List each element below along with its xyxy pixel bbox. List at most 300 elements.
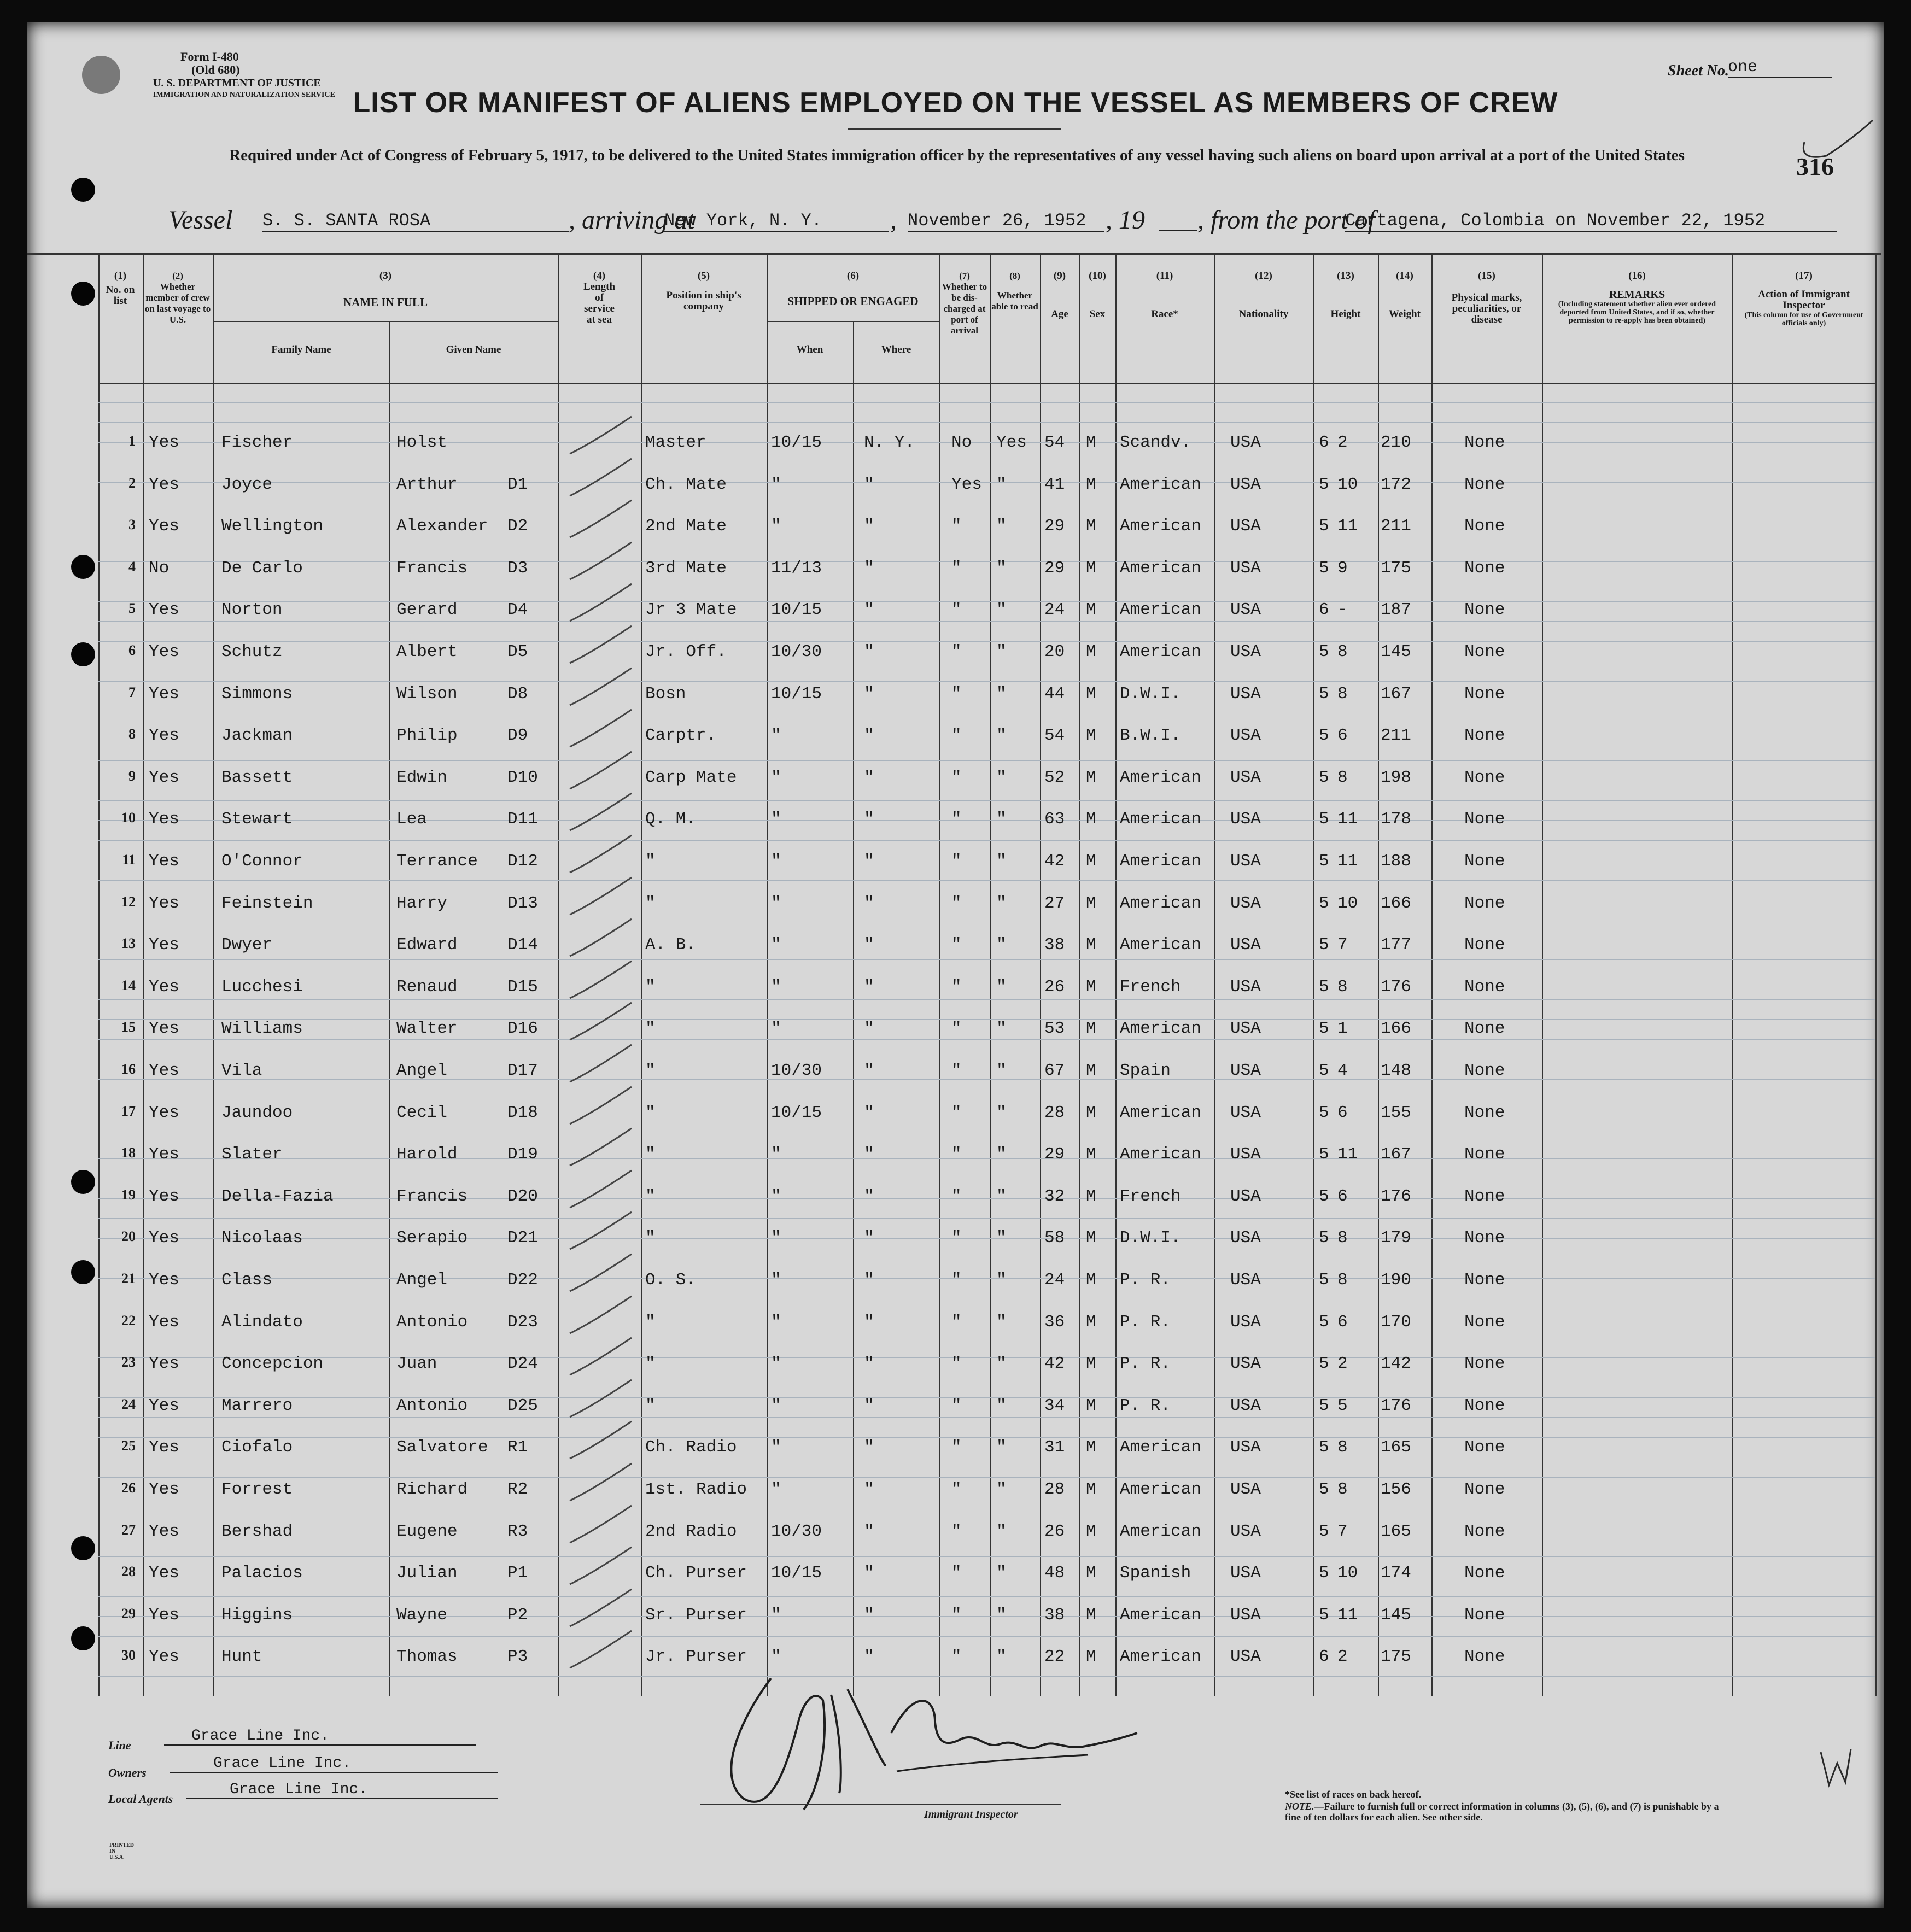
arriving-label: , arriving at: [569, 206, 695, 235]
weight: 148: [1381, 1061, 1411, 1080]
given-name: Edward: [396, 935, 458, 955]
weight: 211: [1381, 517, 1411, 536]
age: 38: [1044, 1606, 1065, 1625]
given-name: Wayne: [396, 1606, 448, 1625]
last-voyage: Yes: [149, 1480, 179, 1499]
height-inches: 11: [1337, 852, 1358, 871]
sex: M: [1086, 684, 1096, 704]
crew-code: R1: [507, 1438, 528, 1457]
weight: 178: [1381, 810, 1411, 829]
printed-mark: PRINTED IN U.S.A.: [109, 1842, 135, 1860]
crew-code: R2: [507, 1480, 528, 1499]
sex: M: [1086, 1647, 1096, 1666]
weight: 175: [1381, 1647, 1411, 1666]
sex: M: [1086, 1396, 1096, 1415]
given-name: Terrance: [396, 852, 478, 871]
weight: 190: [1381, 1271, 1411, 1290]
pencil-check: [570, 961, 632, 998]
height-inches: 8: [1337, 1438, 1348, 1457]
nationality: USA: [1230, 642, 1261, 661]
physical-marks: None: [1464, 600, 1505, 619]
shipped-where: ": [864, 894, 874, 913]
physical-marks: None: [1464, 1564, 1505, 1583]
height-feet: 5: [1319, 1564, 1329, 1583]
pencil-check: [570, 1631, 632, 1668]
nationality: USA: [1230, 1438, 1261, 1457]
discharged: ": [951, 1145, 962, 1164]
race: American: [1120, 600, 1201, 619]
shipped-where: ": [864, 1564, 874, 1583]
shipped-where: ": [864, 1313, 874, 1332]
height-feet: 5: [1319, 1480, 1329, 1499]
pencil-check: [570, 835, 632, 873]
last-voyage: Yes: [149, 433, 179, 452]
height-inches: 10: [1337, 1564, 1358, 1583]
discharged: ": [951, 1103, 962, 1122]
row-number: 28: [121, 1564, 136, 1579]
last-voyage: Yes: [149, 1228, 179, 1248]
sex: M: [1086, 1480, 1096, 1499]
shipped-when: 10/15: [771, 1564, 822, 1583]
height-inches: 7: [1337, 935, 1348, 955]
shipped-where: ": [864, 559, 874, 578]
race: American: [1120, 852, 1201, 871]
crew-code: D5: [507, 642, 528, 661]
weight: 145: [1381, 1606, 1411, 1625]
shipped-where: ": [864, 810, 874, 829]
able-to-read: Yes: [996, 433, 1027, 452]
row-number: 17: [121, 1103, 136, 1119]
able-to-read: ": [996, 1564, 1007, 1583]
year-blank: [1159, 230, 1197, 231]
discharged: No: [951, 433, 972, 452]
age: 22: [1044, 1647, 1065, 1666]
shipped-when: 10/30: [771, 642, 822, 661]
shipped-when: ": [771, 475, 781, 494]
weight: 165: [1381, 1522, 1411, 1541]
physical-marks: None: [1464, 852, 1505, 871]
position: ": [645, 1396, 656, 1415]
row-number: 8: [128, 726, 136, 742]
pencil-check: [570, 500, 632, 537]
form-number: Form I-480: [180, 50, 239, 63]
sex: M: [1086, 1019, 1096, 1038]
family-name: Bassett: [221, 768, 293, 787]
race: American: [1120, 642, 1201, 661]
last-voyage: Yes: [149, 1564, 179, 1583]
given-name: Angel: [396, 1271, 448, 1290]
inspector-signature: [705, 1656, 1154, 1826]
pencil-check-marks: [98, 241, 1875, 1717]
shipped-where: ": [864, 1480, 874, 1499]
pencil-check: [570, 710, 632, 747]
last-voyage: Yes: [149, 475, 179, 494]
owners-label: Owners: [108, 1766, 147, 1779]
pencil-check: [570, 1589, 632, 1626]
able-to-read: ": [996, 1647, 1007, 1666]
penalty-note: NOTE.—Failure to furnish full or correct information in columns (3), (5), (6), and (7) is punishable by a fine of ten dollars for each alien. See other side.: [1285, 1801, 1719, 1823]
family-name: Lucchesi: [221, 977, 303, 997]
nationality: USA: [1230, 1103, 1261, 1122]
age: 24: [1044, 600, 1065, 619]
able-to-read: ": [996, 1313, 1007, 1332]
crew-code: D4: [507, 600, 528, 619]
shipped-where: ": [864, 684, 874, 704]
physical-marks: None: [1464, 977, 1505, 997]
discharged: ": [951, 1438, 962, 1457]
given-name: Antonio: [396, 1396, 468, 1415]
able-to-read: ": [996, 810, 1007, 829]
weight: 188: [1381, 852, 1411, 871]
pencil-check: [570, 877, 632, 915]
sex: M: [1086, 1606, 1096, 1625]
sex: M: [1086, 642, 1096, 661]
arrival-date: November 26, 1952: [908, 210, 1104, 232]
last-voyage: Yes: [149, 1313, 179, 1332]
col4-header: (4) Length of service at sea: [583, 270, 616, 325]
crew-code: D16: [507, 1019, 538, 1038]
age: 58: [1044, 1228, 1065, 1248]
age: 31: [1044, 1438, 1065, 1457]
nationality: USA: [1230, 1522, 1261, 1541]
age: 28: [1044, 1480, 1065, 1499]
able-to-read: ": [996, 684, 1007, 704]
given-name-header: Given Name: [446, 344, 501, 355]
family-name: Palacios: [221, 1564, 303, 1583]
shipped-where: ": [864, 1522, 874, 1541]
sex: M: [1086, 1061, 1096, 1080]
age: 42: [1044, 852, 1065, 871]
height-feet: 5: [1319, 1061, 1329, 1080]
height-inches: 2: [1337, 1647, 1348, 1666]
shipped-when: ": [771, 1228, 781, 1248]
weight: 176: [1381, 1187, 1411, 1206]
family-name: Alindato: [221, 1313, 303, 1332]
weight: 156: [1381, 1480, 1411, 1499]
discharged: ": [951, 517, 962, 536]
crew-code: R3: [507, 1522, 528, 1541]
physical-marks: None: [1464, 810, 1505, 829]
position: ": [645, 1061, 656, 1080]
race: French: [1120, 1187, 1181, 1206]
shipped-where-header: Where: [881, 344, 911, 355]
last-voyage: Yes: [149, 1061, 179, 1080]
weight: 176: [1381, 977, 1411, 997]
shipped-where: ": [864, 852, 874, 871]
given-name: Renaud: [396, 977, 458, 997]
col6-header: (6) SHIPPED OR ENGAGED: [787, 270, 919, 308]
manifest-sheet: Form I-480 (Old 680) U. S. DEPARTMENT OF JUSTICE IMMIGRATION AND NATURALIZATION SERVICE Sheet No. one 316 LIST OR MANIFEST OF ALIENS EMPLOYED ON THE VESSEL AS MEMBERS OF CREW Required under Act of Congress of February 5, 1917, to be delivered to the United States immigration officer by the representatives of any vessel having such aliens on board upon arrival at a port of the United States Vessel S. S. SANTA ROSA , arriving at New York, N. Y. , November 26, 1952 , 19 , from the port of Cartagena, Colombia on November 22, 1952 (1) No. on list (2) Whether member of crew on last voyage to U.S. (3) NAME IN FULL Family Name Given Name (4) Length of service at sea (5) Position in ship's company (6) SHIPPED OR ENGAGED When Where (7) Whether to be dis-charged at port of arrival (8) Whether able to read (9) Age (10) Sex (11) Race* (12) Nationality (13) Height (14) Weight (15) Physical marks, peculiarities, or disease (16) REMARKS (Including statement whether alien ever ordered deported from United States, and if so, whether permission to re-apply has been obtained) (17) Action of Immigrant Inspector (This column for use of Government officials only) 1 Yes Fischer Holst Master 10/15 N. Y. No Yes 54 M Scandv. USA 6 2 210 None 2 Yes Joyce Arthur D1 Ch. Mate " " Yes " 41 M American USA 5 10 172 None 3 Yes Wellington Alexander D2 2nd Mate " " " " 29 M American USA 5 11 211 None 4 No De Carlo Francis D3 3rd Mate 11/13 " " " 29 M American USA 5 9 175 None 5 Yes Norton Gerard D4 Jr 3 Mate 10/15 " " " 24 M American USA 6 - 187 None 6 Yes Schutz Albert D5 Jr. Off. 10/30 " " " 20 M American USA 5 8 145 None 7 Yes Simmons Wilson D8 Bosn 10/15 " " " 44 M D.W.I. USA 5 8 167 None 8 Yes Jackman Philip D9 Carptr. " " " " 54 M B.W.I. USA 5 6 211 None 9 Yes Bassett Edwin D10 Carp Mate " " " " 52 M American USA 5 8 198 None 10 Yes Stewart Lea D11 Q. M. " " " " 63 M American USA 5 11 178 None 11 Yes O'Connor Terrance D12 " " " " " 42 M American USA 5 11 188 None 12 Yes Feinstein Harry D13 " " " " " 27 M American USA 5 10 166 None 13 Yes Dwyer Edward D14 A. B. " " " " 38 M American USA 5 7 177 None 14 Yes Lucchesi Renaud D15 " " " " " 26 M French USA 5 8 176 None 15 Yes Williams Walter D16 " " " " " 53 M American USA 5 1 166 None 16 Yes Vila Angel D17 " 10/30 " " " 67 M Spain USA 5 4 148 None 17 Yes Jaundoo Cecil D18 " 10/15 " " " 28 M American USA 5 6 155 None 18 Yes Slater Harold D19 " " " " " 29 M American USA 5 11 167 None 19 Yes Della-Fazia Francis D20 " " " " " 32 M French USA 5 6 176 None 20 Yes Nicolaas Serapio D21 " " " " " 58 M D.W.I. USA 5 8 179 None 21 Yes Class Angel D22 O. S. " " " " 24 M P. R. USA 5 8 190 None 22 Yes Alindato Antonio D23 " " " " " 36 M P. R. USA 5 6 170 None 23 Yes Concepcion Juan D24 " " " " " 42 M P. R. USA 5 2 142 None 24 Yes Marrero Antonio D25 " " " " " 34 M P. R. USA 5 5 176 None 25 Yes Ciofalo Salvatore R1 Ch. Radio " " " " 31 M American USA 5 8 165 None 26 Yes Forrest Richard R2 1st. Radio " " " " 28 M American USA 5 8 156 None 27 Yes Bershad Eugene R3 2nd Radio 10/30 " " " 26 M American USA 5 7 165 None 28 Yes Palacios Julian P1 Ch. Purser 10/15 " " " 48 M Spanish USA 5 10 174 None 29 Yes Higgins Wayne P2 Sr. Purser " " " " 38 M American USA 5 11 145 None 30 Yes Hunt Thomas P3 Jr. Purser " " " " 22 M American USA 6 2 175 None Line Grace Line Inc. Owners Grace Line Inc. Local Agents Grace Line Inc. Immigrant Inspector *See list of races on back hereof. NOTE.—Failure to furnish full or correct information in columns (3), (5), (6), and (7) is punishable by a fine of ten dollars for each alien. See other side. PRINTED IN U.S.A.: [27, 22, 1884, 1908]
last-voyage: Yes: [149, 1606, 179, 1625]
race: P. R.: [1120, 1313, 1171, 1332]
able-to-read: ": [996, 852, 1007, 871]
height-inches: 6: [1337, 726, 1348, 745]
nationality: USA: [1230, 1480, 1261, 1499]
height-inches: 5: [1337, 1396, 1348, 1415]
race: American: [1120, 810, 1201, 829]
shipped-where: ": [864, 1145, 874, 1164]
family-name: Wellington: [221, 517, 324, 536]
shipped-when: ": [771, 1145, 781, 1164]
last-voyage: Yes: [149, 600, 179, 619]
position: Ch. Radio: [645, 1438, 737, 1457]
given-name: Harold: [396, 1145, 458, 1164]
weight: 187: [1381, 600, 1411, 619]
race: American: [1120, 894, 1201, 913]
height-inches: 9: [1337, 559, 1348, 578]
discharged: ": [951, 1522, 962, 1541]
shipped-where: ": [864, 475, 874, 494]
shipped-when: ": [771, 1606, 781, 1625]
family-name-header: Family Name: [271, 344, 331, 355]
sex: M: [1086, 559, 1096, 578]
given-name: Juan: [396, 1354, 437, 1373]
sex: M: [1086, 1271, 1096, 1290]
vessel-name: S. S. SANTA ROSA: [262, 210, 569, 232]
age: 29: [1044, 559, 1065, 578]
shipped-where: ": [864, 600, 874, 619]
row-number: 4: [128, 559, 136, 575]
discharged: ": [951, 1271, 962, 1290]
family-name: Feinstein: [221, 894, 313, 913]
physical-marks: None: [1464, 1606, 1505, 1625]
row-number: 11: [122, 852, 136, 868]
row-number: 16: [121, 1061, 136, 1077]
height-feet: 5: [1319, 1271, 1329, 1290]
race: American: [1120, 935, 1201, 955]
crew-code: D17: [507, 1061, 538, 1080]
pencil-check: [570, 1506, 632, 1543]
shipped-when: ": [771, 1647, 781, 1666]
crew-table: [98, 241, 1875, 1717]
last-voyage: Yes: [149, 935, 179, 955]
pencil-check: [570, 1421, 632, 1459]
position: A. B.: [645, 935, 697, 955]
row-number: 29: [121, 1606, 136, 1621]
last-voyage: Yes: [149, 1019, 179, 1038]
height-feet: 5: [1319, 1228, 1329, 1248]
crew-code: D1: [507, 475, 528, 494]
given-name: Alexander: [396, 517, 488, 536]
able-to-read: ": [996, 894, 1007, 913]
row-number: 24: [121, 1396, 136, 1412]
able-to-read: ": [996, 1480, 1007, 1499]
physical-marks: None: [1464, 768, 1505, 787]
age: 34: [1044, 1396, 1065, 1415]
physical-marks: None: [1464, 894, 1505, 913]
height-inches: 8: [1337, 1228, 1348, 1248]
height-feet: 5: [1319, 977, 1329, 997]
shipped-when: ": [771, 1480, 781, 1499]
able-to-read: ": [996, 1354, 1007, 1373]
shipped-where: N. Y.: [864, 433, 915, 452]
shipped-when: ": [771, 1438, 781, 1457]
shipped-when: ": [771, 768, 781, 787]
crew-code: D20: [507, 1187, 538, 1206]
family-name: Jackman: [221, 726, 293, 745]
sex: M: [1086, 1103, 1096, 1122]
physical-marks: None: [1464, 1271, 1505, 1290]
given-name: Harry: [396, 894, 448, 913]
height-feet: 5: [1319, 517, 1329, 536]
weight: 211: [1381, 726, 1411, 745]
family-name: Marrero: [221, 1396, 293, 1415]
shipped-where: ": [864, 977, 874, 997]
discharged: ": [951, 1061, 962, 1080]
family-name: Dwyer: [221, 935, 273, 955]
row-number: 27: [121, 1522, 136, 1538]
able-to-read: ": [996, 475, 1007, 494]
last-voyage: Yes: [149, 810, 179, 829]
given-name: Edwin: [396, 768, 448, 787]
position: Q. M.: [645, 810, 697, 829]
nationality: USA: [1230, 684, 1261, 704]
nationality: USA: [1230, 433, 1261, 452]
shipped-when: ": [771, 1271, 781, 1290]
crew-code: D15: [507, 977, 538, 997]
shipped-when: ": [771, 1019, 781, 1038]
height-feet: 5: [1319, 1187, 1329, 1206]
nationality: USA: [1230, 1647, 1261, 1666]
race: P. R.: [1120, 1271, 1171, 1290]
height-inches: 1: [1337, 1019, 1348, 1038]
row-number: 7: [128, 684, 136, 700]
row-number: 6: [128, 642, 136, 658]
pencil-check: [570, 1087, 632, 1124]
position: Jr 3 Mate: [645, 600, 737, 619]
weight: 176: [1381, 1396, 1411, 1415]
age: 63: [1044, 810, 1065, 829]
pencil-check: [570, 584, 632, 621]
crew-code: D10: [507, 768, 538, 787]
sex: M: [1086, 977, 1096, 997]
sex: M: [1086, 600, 1096, 619]
sex: M: [1086, 1187, 1096, 1206]
given-name: Angel: [396, 1061, 448, 1080]
punch-hole: [71, 1260, 95, 1284]
physical-marks: None: [1464, 1647, 1505, 1666]
col13-header: (13) Height: [1330, 270, 1361, 320]
races-note: *See list of races on back hereof.: [1285, 1789, 1422, 1800]
family-name: Class: [221, 1271, 273, 1290]
shipped-where: ": [864, 517, 874, 536]
pencil-check: [570, 752, 632, 789]
shipped-where: ": [864, 726, 874, 745]
height-inches: 11: [1337, 517, 1358, 536]
discharged: ": [951, 559, 962, 578]
discharged: ": [951, 852, 962, 871]
physical-marks: None: [1464, 433, 1505, 452]
nationality: USA: [1230, 977, 1261, 997]
row-number: 2: [128, 475, 136, 491]
position: ": [645, 1019, 656, 1038]
crew-code: D9: [507, 726, 528, 745]
last-voyage: Yes: [149, 1522, 179, 1541]
pencil-check: [570, 1254, 632, 1291]
family-name: Bershad: [221, 1522, 293, 1541]
shipped-when: ": [771, 1396, 781, 1415]
from-port-label: , from the port of: [1197, 206, 1375, 235]
weight: 179: [1381, 1228, 1411, 1248]
shipped-where: ": [864, 935, 874, 955]
physical-marks: None: [1464, 1019, 1505, 1038]
last-voyage: Yes: [149, 642, 179, 661]
check-mark-bottom: [1815, 1744, 1854, 1793]
physical-marks: None: [1464, 475, 1505, 494]
discharged: ": [951, 1564, 962, 1583]
able-to-read: ": [996, 1606, 1007, 1625]
vessel-label: Vessel: [168, 206, 233, 235]
able-to-read: ": [996, 1103, 1007, 1122]
crew-code: D19: [507, 1145, 538, 1164]
height-feet: 5: [1319, 559, 1329, 578]
row-number: 15: [121, 1019, 136, 1035]
pencil-check: [570, 626, 632, 663]
punch-hole: [71, 1536, 95, 1560]
position: O. S.: [645, 1271, 697, 1290]
position: 1st. Radio: [645, 1480, 747, 1499]
height-feet: 5: [1319, 475, 1329, 494]
race: French: [1120, 977, 1181, 997]
age: 48: [1044, 1564, 1065, 1583]
column-divider: [1875, 253, 1877, 1696]
family-name: Nicolaas: [221, 1228, 303, 1248]
able-to-read: ": [996, 768, 1007, 787]
nationality: USA: [1230, 600, 1261, 619]
discharged: ": [951, 726, 962, 745]
able-to-read: ": [996, 642, 1007, 661]
col3-header: (3) NAME IN FULL: [343, 270, 428, 309]
col9-header: (9) Age: [1051, 270, 1068, 320]
sex: M: [1086, 852, 1096, 871]
crew-code: D13: [507, 894, 538, 913]
col14-header: (14) Weight: [1388, 270, 1421, 320]
physical-marks: None: [1464, 642, 1505, 661]
physical-marks: None: [1464, 1354, 1505, 1373]
pencil-check: [570, 542, 632, 579]
shipped-when: ": [771, 810, 781, 829]
pencil-check: [570, 459, 632, 496]
punch-hole: [71, 178, 95, 202]
height-inches: 11: [1337, 1606, 1358, 1625]
weight: 142: [1381, 1354, 1411, 1373]
age: 54: [1044, 433, 1065, 452]
physical-marks: None: [1464, 1396, 1505, 1415]
sex: M: [1086, 1522, 1096, 1541]
given-name: Thomas: [396, 1647, 458, 1666]
sex: M: [1086, 1313, 1096, 1332]
nationality: USA: [1230, 1145, 1261, 1164]
punch-hole: [71, 1170, 95, 1194]
departure-port: Cartagena, Colombia on November 22, 1952: [1345, 210, 1837, 232]
row-number: 19: [121, 1187, 136, 1203]
last-voyage: Yes: [149, 894, 179, 913]
family-name: Norton: [221, 600, 283, 619]
family-name: O'Connor: [221, 852, 303, 871]
weight: 175: [1381, 559, 1411, 578]
able-to-read: ": [996, 1061, 1007, 1080]
pencil-check: [570, 417, 632, 454]
position: 2nd Radio: [645, 1522, 737, 1541]
row-number: 1: [128, 433, 136, 449]
shipped-where: ": [864, 642, 874, 661]
last-voyage: Yes: [149, 1438, 179, 1457]
height-feet: 6: [1319, 1647, 1329, 1666]
physical-marks: None: [1464, 1061, 1505, 1080]
height-inches: 4: [1337, 1061, 1348, 1080]
given-name: Gerard: [396, 600, 458, 619]
age: 67: [1044, 1061, 1065, 1080]
